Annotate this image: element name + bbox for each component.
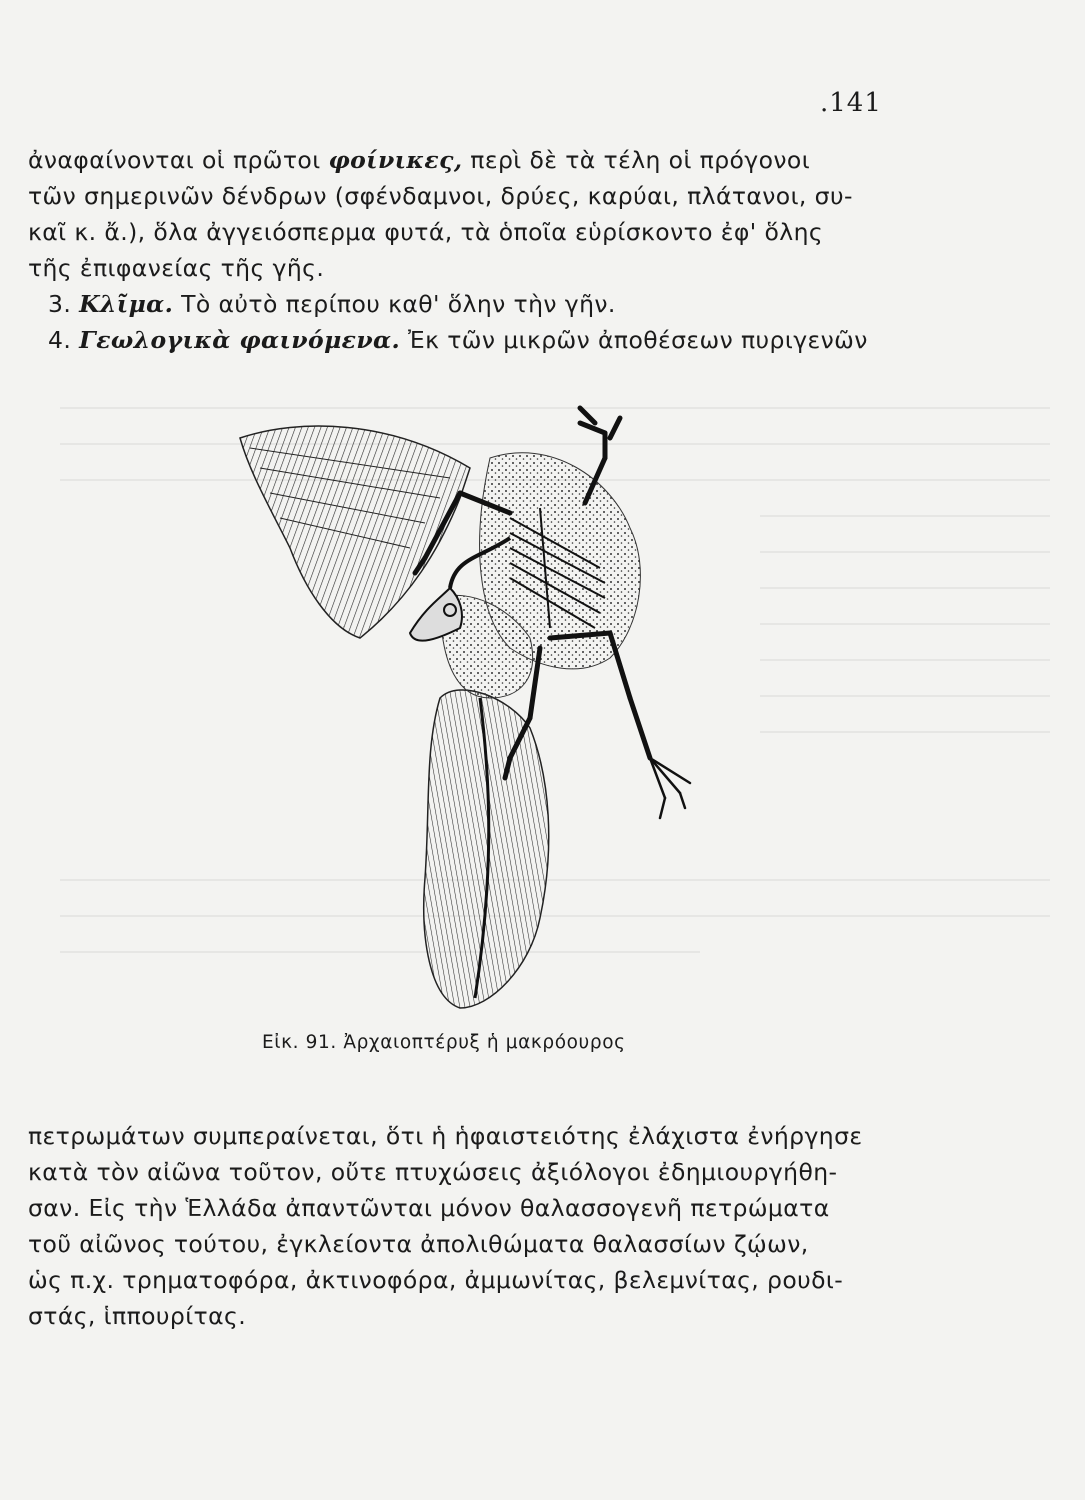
item-text: Ἐκ τῶν μικρῶν ἀποθέσεων πυριγενῶν bbox=[400, 326, 868, 354]
bottom-paragraph bbox=[28, 1118, 908, 1334]
page-number: .141 bbox=[820, 88, 882, 118]
item-number: 3. bbox=[48, 290, 72, 318]
tail-feathers bbox=[424, 690, 549, 1008]
paragraph-line: τῆς ἐπιφανείας τῆς γῆς. bbox=[28, 254, 325, 282]
paragraph-line: ὡς π.χ. τρηματοφόρα, ἀκτινοφόρα, ἀμμωνίτας, βελεμνίτας, ρουδι- bbox=[28, 1266, 844, 1294]
top-paragraph bbox=[28, 142, 908, 286]
emphasis-term: φοίνικες, bbox=[328, 146, 463, 174]
text-run: περὶ δὲ τὰ τέλη οἱ πρόγονοι bbox=[462, 146, 811, 174]
text-run: ἀναφαίνονται οἱ πρῶτοι bbox=[28, 146, 329, 174]
paragraph-line: κατὰ τὸν αἰῶνα τοῦτον, οὔτε πτυχώσεις ἀξιόλογοι ἐδημιουργήθη- bbox=[28, 1158, 838, 1186]
figure-caption: Εἰκ. 91. Ἀρχαιοπτέρυξ ἡ μακρόουρος bbox=[262, 1032, 626, 1053]
paragraph-line: καῖ κ. ἄ.), ὅλα ἀγγειόσπερμα φυτά, τὰ ὁποῖα εὑρίσκοντο ἐφ' ὅλης bbox=[28, 218, 824, 246]
paragraph-line: τῶν σημερινῶν δένδρων (σφένδαμνοι, δρύες, καρύαι, πλάτανοι, συ- bbox=[28, 182, 853, 210]
claws bbox=[650, 758, 690, 818]
list-item-climate bbox=[48, 286, 616, 322]
item-title: Κλῖμα. bbox=[79, 290, 174, 318]
paragraph-line: στάς, ἱππουρίτας. bbox=[28, 1302, 247, 1330]
item-number: 4. bbox=[48, 326, 72, 354]
list-item-geology bbox=[48, 322, 868, 358]
paragraph-line: τοῦ αἰῶνος τούτου, ἐγκλείοντα ἀπολιθώματα θαλασσίων ζῴων, bbox=[28, 1230, 809, 1258]
paragraph-line: πετρωμάτων συμπεραίνεται, ὅτι ἡ ἡφαιστειότης ἐλάχιστα ἐνήργησε bbox=[28, 1122, 863, 1150]
item-title: Γεωλογικὰ φαινόμενα. bbox=[79, 326, 401, 354]
paragraph-line: σαν. Εἰς τὴν Ἑλλάδα ἀπαντῶνται μόνον θαλασσογενῆ πετρώματα bbox=[28, 1194, 830, 1222]
item-text: Τὸ αὐτὸ περίπου καθ' ὅλην τὴν γῆν. bbox=[173, 290, 616, 318]
paragraph-line bbox=[28, 142, 908, 178]
archaeopteryx-illustration bbox=[210, 398, 730, 1018]
